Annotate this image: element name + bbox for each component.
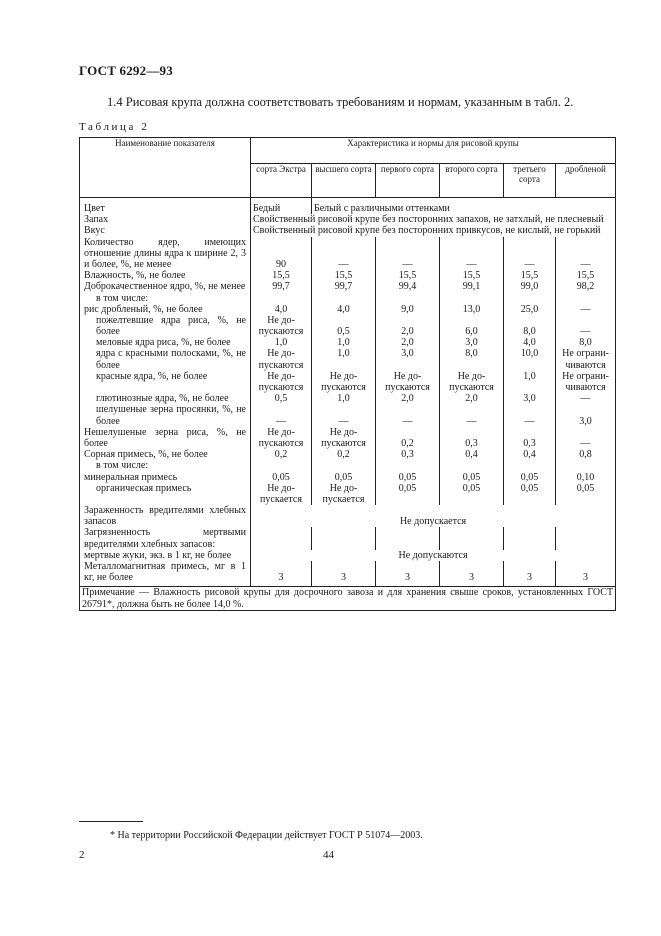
cell: 2,0	[376, 315, 440, 337]
cell: 4,0	[312, 304, 376, 315]
row-name: красные ядра, %, не более	[80, 371, 251, 393]
cell	[312, 460, 376, 471]
row-name: Сорная примесь, %, не более	[80, 449, 251, 460]
footnote: * На территории Российской Федерации действует ГОСТ Р 51074—2003.	[110, 830, 423, 841]
cell: 0,3	[376, 449, 440, 460]
cell: 3,0	[440, 337, 504, 348]
cell: 0,05	[376, 483, 440, 505]
cell	[251, 293, 312, 304]
cell: Не до-пускается	[312, 483, 376, 505]
table-row	[80, 393, 616, 404]
row-name: в том числе:	[80, 460, 251, 471]
cell: —	[312, 237, 376, 271]
cell: Бедый	[251, 198, 312, 215]
table-note: Примечание — Влажность рисовой крупы для досрочного завоза и для хранения свыше сроков, установленных ГОСТ 26791*, должна быть не более 14,0 %.	[80, 587, 616, 610]
row-name: Количество ядер, имеющих отношение длины ядра к ширине 2, 3 и более, %, не менее	[80, 237, 251, 271]
table-row	[80, 472, 616, 483]
page-number-center: 44	[323, 849, 334, 861]
cell	[440, 527, 504, 549]
table-row	[80, 214, 616, 225]
table-note-row	[80, 587, 616, 610]
table-row	[80, 281, 616, 292]
table-row	[80, 404, 616, 426]
column-header: сорта Экстра	[251, 164, 312, 198]
cell	[312, 293, 376, 304]
cell: 4,0	[251, 304, 312, 315]
cell	[556, 527, 616, 549]
table-caption: Таблица 2	[79, 121, 150, 133]
cell: 3	[251, 561, 312, 587]
table-row	[80, 337, 616, 348]
cell	[440, 293, 504, 304]
document-code: ГОСТ 6292—93	[79, 63, 173, 78]
cell: 4,0	[504, 337, 556, 348]
requirements-table	[79, 137, 616, 611]
table-row	[80, 293, 616, 304]
cell: Не до-пускаются	[251, 371, 312, 393]
table-row	[80, 198, 616, 215]
table-row	[80, 237, 616, 271]
cell: 99,0	[504, 281, 556, 292]
cell: 99,7	[312, 281, 376, 292]
column-header: высшего сорта	[312, 164, 376, 198]
cell	[504, 293, 556, 304]
column-header: третьего сорта	[504, 164, 556, 198]
cell	[376, 527, 440, 549]
cell	[376, 460, 440, 471]
cell: Не до-пускаются	[376, 371, 440, 393]
cell: 9,0	[376, 304, 440, 315]
cell: 0,5	[251, 393, 312, 404]
row-name: Нешелушеные зерна риса, %, не более	[80, 427, 251, 449]
cell: 2,0	[376, 337, 440, 348]
row-name: меловые ядра риса, %, не более	[80, 337, 251, 348]
cell: 0,05	[251, 472, 312, 483]
table-row	[80, 483, 616, 505]
cell: 3,0	[556, 404, 616, 426]
cell: —	[556, 315, 616, 337]
cell: 99,4	[376, 281, 440, 292]
cell: 15,5	[312, 270, 376, 281]
cell: —	[504, 404, 556, 426]
cell: 0,8	[556, 449, 616, 460]
row-name: мертвые жуки, экз. в 1 кг, не более	[80, 550, 251, 561]
cell	[556, 460, 616, 471]
table-row	[80, 550, 616, 561]
row-value: Свойственный рисовой крупе без посторонних запахов, не затхлый, не плесневый	[251, 214, 616, 225]
cell: 15,5	[251, 270, 312, 281]
row-value: Не допускается	[251, 505, 616, 527]
cell: 2,0	[440, 393, 504, 404]
cell: 0,05	[556, 483, 616, 505]
cell: 25,0	[504, 304, 556, 315]
cell: 0,05	[440, 472, 504, 483]
table-row	[80, 304, 616, 315]
cell: 3	[376, 561, 440, 587]
row-name: Вкус	[80, 225, 251, 236]
table-row	[80, 561, 616, 587]
cell: Не до-пускается	[251, 483, 312, 505]
group-header: Характеристика и нормы для рисовой крупы	[251, 138, 616, 164]
cell: 90	[251, 237, 312, 271]
row-name: шелушеные зерна просянки, %, не более	[80, 404, 251, 426]
cell: —	[376, 404, 440, 426]
cell: 3	[440, 561, 504, 587]
row-name: пожелтевшие ядра риса, %, не более	[80, 315, 251, 337]
cell: 0,4	[504, 449, 556, 460]
cell: 8,0	[556, 337, 616, 348]
cell: 0,10	[556, 472, 616, 483]
cell: —	[440, 404, 504, 426]
row-value: Не допускаются	[251, 550, 616, 561]
clause-text: 1.4 Рисовая крупа должна соответствовать требованиям и нормам, указанным в табл. 2.	[107, 95, 574, 109]
cell: Не до-пускаются	[251, 348, 312, 370]
cell: 0,05	[440, 483, 504, 505]
cell: 0,5	[312, 315, 376, 337]
row-name: рис дробленый, %, не более	[80, 304, 251, 315]
row-name: органическая примесь	[80, 483, 251, 505]
cell: Не до-пускаются	[251, 427, 312, 449]
cell	[556, 293, 616, 304]
cell: 3,0	[376, 348, 440, 370]
cell: Не ограни-чиваются	[556, 348, 616, 370]
cell: 0,3	[440, 427, 504, 449]
cell: Не ограни-чиваются	[556, 371, 616, 393]
cell: —	[556, 393, 616, 404]
cell: 0,05	[504, 472, 556, 483]
row-name: Доброкачественное ядро, %, не менее	[80, 281, 251, 292]
row-value: Свойственный рисовой крупе без посторонних привкусов, не кислый, не горький	[251, 225, 616, 236]
cell	[504, 527, 556, 549]
row-name: Запах	[80, 214, 251, 225]
cell: 0,3	[504, 427, 556, 449]
cell	[440, 460, 504, 471]
cell: 15,5	[556, 270, 616, 281]
cell	[376, 293, 440, 304]
cell: —	[376, 237, 440, 271]
cell: 1,0	[312, 337, 376, 348]
row-name: Зараженность вредителями хлебных запасов	[80, 505, 251, 527]
table-row	[80, 315, 616, 337]
cell: 98,2	[556, 281, 616, 292]
table-row	[80, 427, 616, 449]
name-column-header: Наименование показателя	[80, 138, 251, 198]
footnote-rule	[79, 821, 143, 822]
cell: Не до-пускаются	[440, 371, 504, 393]
row-name: глютинозные ядра, %, не более	[80, 393, 251, 404]
column-header: первого сорта	[376, 164, 440, 198]
cell: 1,0	[312, 393, 376, 404]
cell: Не до-пускаются	[251, 315, 312, 337]
table-row	[80, 449, 616, 460]
table-row	[80, 460, 616, 471]
row-name: Влажность, %, не более	[80, 270, 251, 281]
row-name: Цвет	[80, 198, 251, 215]
row-value: Белый с различными оттенками	[312, 198, 616, 215]
cell: —	[440, 237, 504, 271]
cell: 3	[504, 561, 556, 587]
table-row	[80, 371, 616, 393]
cell: —	[312, 404, 376, 426]
row-name: ядра с красными полосками, %, не более	[80, 348, 251, 370]
cell: 0,2	[251, 449, 312, 460]
cell: 3,0	[504, 393, 556, 404]
cell: —	[504, 237, 556, 271]
table-row	[80, 505, 616, 527]
table-row	[80, 348, 616, 370]
row-name: Загрязненность мертвыми вредителями хлебных запасов:	[80, 527, 251, 549]
column-header: второго сорта	[440, 164, 504, 198]
cell: 15,5	[376, 270, 440, 281]
cell: —	[556, 427, 616, 449]
cell: 10,0	[504, 348, 556, 370]
cell: Не до-пускаются	[312, 371, 376, 393]
cell	[312, 527, 376, 549]
cell: —	[556, 237, 616, 271]
cell: 1,0	[504, 371, 556, 393]
cell: —	[251, 404, 312, 426]
column-header: дробленой	[556, 164, 616, 198]
row-name: минеральная примесь	[80, 472, 251, 483]
cell: —	[556, 304, 616, 315]
cell: 0,05	[312, 472, 376, 483]
table-row	[80, 270, 616, 281]
page-number-left: 2	[79, 849, 85, 861]
table-row	[80, 225, 616, 236]
cell	[504, 460, 556, 471]
cell: Не до-пускаются	[312, 427, 376, 449]
cell: 6,0	[440, 315, 504, 337]
table-row	[80, 527, 616, 549]
cell: 8,0	[440, 348, 504, 370]
cell: 0,4	[440, 449, 504, 460]
cell	[251, 460, 312, 471]
cell: 2,0	[376, 393, 440, 404]
cell	[251, 527, 312, 549]
row-name: в том числе:	[80, 293, 251, 304]
cell: 0,2	[376, 427, 440, 449]
cell: 99,1	[440, 281, 504, 292]
cell: 1,0	[251, 337, 312, 348]
cell: 15,5	[504, 270, 556, 281]
cell: 3	[556, 561, 616, 587]
cell: 0,2	[312, 449, 376, 460]
cell: 8,0	[504, 315, 556, 337]
cell: 0,05	[504, 483, 556, 505]
cell: 1,0	[312, 348, 376, 370]
cell: 3	[312, 561, 376, 587]
cell: 0,05	[376, 472, 440, 483]
cell: 13,0	[440, 304, 504, 315]
cell: 15,5	[440, 270, 504, 281]
row-name: Металломагнитная примесь, мг в 1 кг, не более	[80, 561, 251, 587]
cell: 99,7	[251, 281, 312, 292]
